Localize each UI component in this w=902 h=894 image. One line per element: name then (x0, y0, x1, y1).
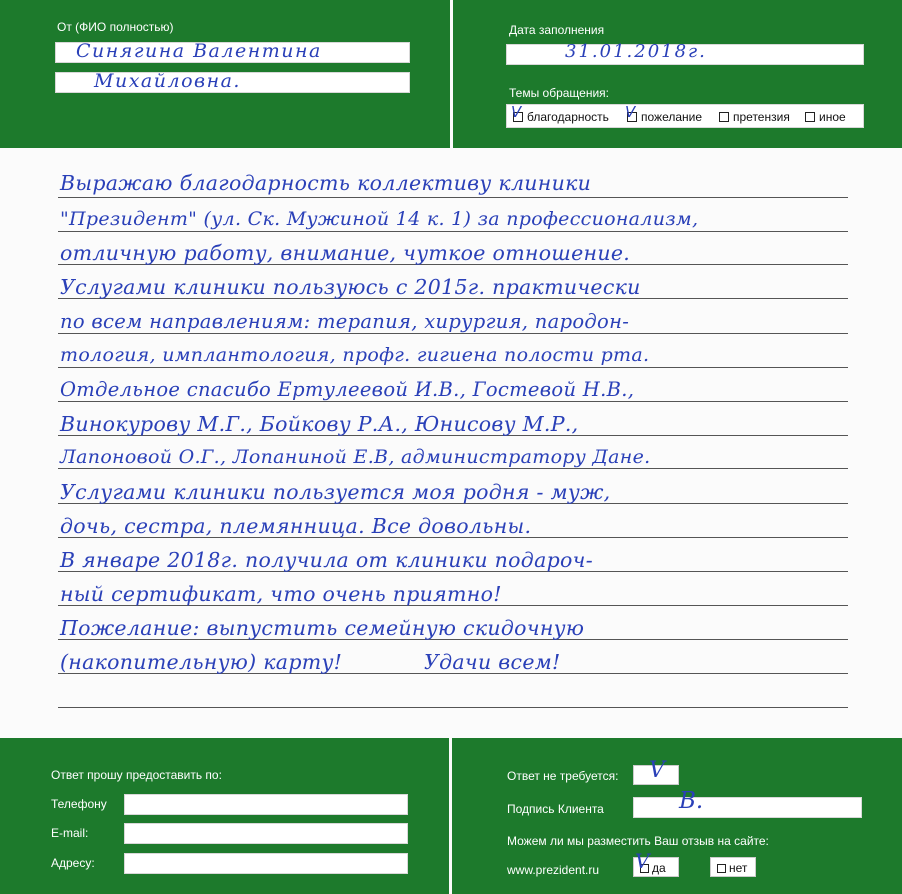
review-line: Выражаю благодарность коллективу клиники (60, 171, 592, 195)
topic-thanks-label: благодарность (527, 110, 609, 124)
signature-field[interactable] (633, 788, 862, 818)
reply-method-label: Ответ прошу предоставить по: (51, 768, 222, 782)
check-mark-icon: V (511, 103, 522, 121)
review-line: "Президент" (ул. Ск. Мужиной 14 к. 1) за профессионализм, (60, 208, 699, 230)
publish-yes-option[interactable] (633, 849, 679, 877)
topic-wish-checkbox[interactable] (625, 103, 637, 122)
review-line: Услугами клиники пользуется моя родня - муж, (60, 480, 611, 504)
phone-label: Телефону (51, 797, 107, 811)
site-url: www.prezident.ru (507, 863, 600, 877)
date-label: Дата заполнения (509, 23, 605, 37)
review-line: тология, имплантология, профг. гигиена полости рта. (60, 344, 650, 366)
topic-thanks-checkbox[interactable] (511, 103, 523, 122)
review-line: по всем направлениям: терапия, хирургия, пародон- (60, 310, 630, 333)
topic-other[interactable] (805, 110, 846, 124)
review-line: Лапоновой О.Г., Лопаниной Е.В, администратору Дане. (60, 446, 651, 468)
name-field-1[interactable] (55, 42, 410, 63)
topics-label: Темы обращения: (509, 86, 610, 100)
check-mark-icon: V (625, 103, 636, 121)
check-mark-icon: V (649, 758, 665, 783)
signature-label: Подпись Клиента (507, 802, 604, 816)
name-label: От (ФИО полностью) (57, 20, 174, 34)
review-line: отличную работу, внимание, чуткое отношение. (60, 241, 631, 265)
review-line: Услугами клиники пользуюсь с 2015г. практически (60, 275, 641, 299)
topic-claim[interactable] (719, 110, 790, 124)
review-line: (накопительную) карту! Удачи всем! (60, 650, 561, 674)
date-value-text: 31.01.2018г. (565, 41, 707, 62)
topic-claim-label: претензия (733, 110, 790, 124)
topic-wish[interactable] (625, 103, 703, 124)
review-line: Пожелание: выпустить семейную скидочную (60, 616, 585, 640)
signature-value: В. (679, 788, 704, 814)
name-line1-text: Синягина Валентина (76, 40, 322, 62)
name-line2-text: Михайловна. (94, 70, 241, 92)
topics-field (506, 104, 864, 128)
no-reply-checkbox[interactable] (633, 758, 679, 785)
publish-no-checkbox[interactable] (717, 864, 726, 873)
review-line: В январе 2018г. получила от клиники подароч- (60, 548, 593, 572)
review-line: Винокурову М.Г., Бойкову Р.А., Юнисову М.Р., (60, 412, 579, 436)
email-field[interactable] (124, 823, 408, 844)
publish-yes-label: да (652, 861, 666, 875)
topic-other-checkbox[interactable] (805, 112, 815, 122)
topic-wish-label: пожелание (641, 110, 703, 124)
check-mark-icon: V (635, 849, 650, 873)
publish-no-label: нет (729, 861, 748, 875)
address-field[interactable] (124, 853, 408, 874)
topic-other-label: иное (819, 110, 846, 124)
email-label: E-mail: (51, 826, 89, 840)
topic-claim-checkbox[interactable] (719, 112, 729, 122)
name-field-2[interactable] (55, 72, 410, 93)
address-label: Адресу: (51, 856, 95, 870)
topic-thanks[interactable] (511, 103, 609, 124)
date-field[interactable] (506, 41, 864, 65)
review-line: Отдельное спасибо Ертулеевой И.В., Гостевой Н.В., (60, 378, 635, 401)
publish-label: Можем ли мы разместить Ваш отзыв на сайте: (507, 834, 769, 848)
review-line: ный сертификат, что очень приятно! (60, 582, 502, 606)
no-reply-label: Ответ не требуется: (507, 769, 619, 783)
publish-no-option[interactable] (710, 857, 756, 877)
phone-field[interactable] (124, 794, 408, 815)
review-line: дочь, сестра, племянница. Все довольны. (60, 514, 532, 538)
